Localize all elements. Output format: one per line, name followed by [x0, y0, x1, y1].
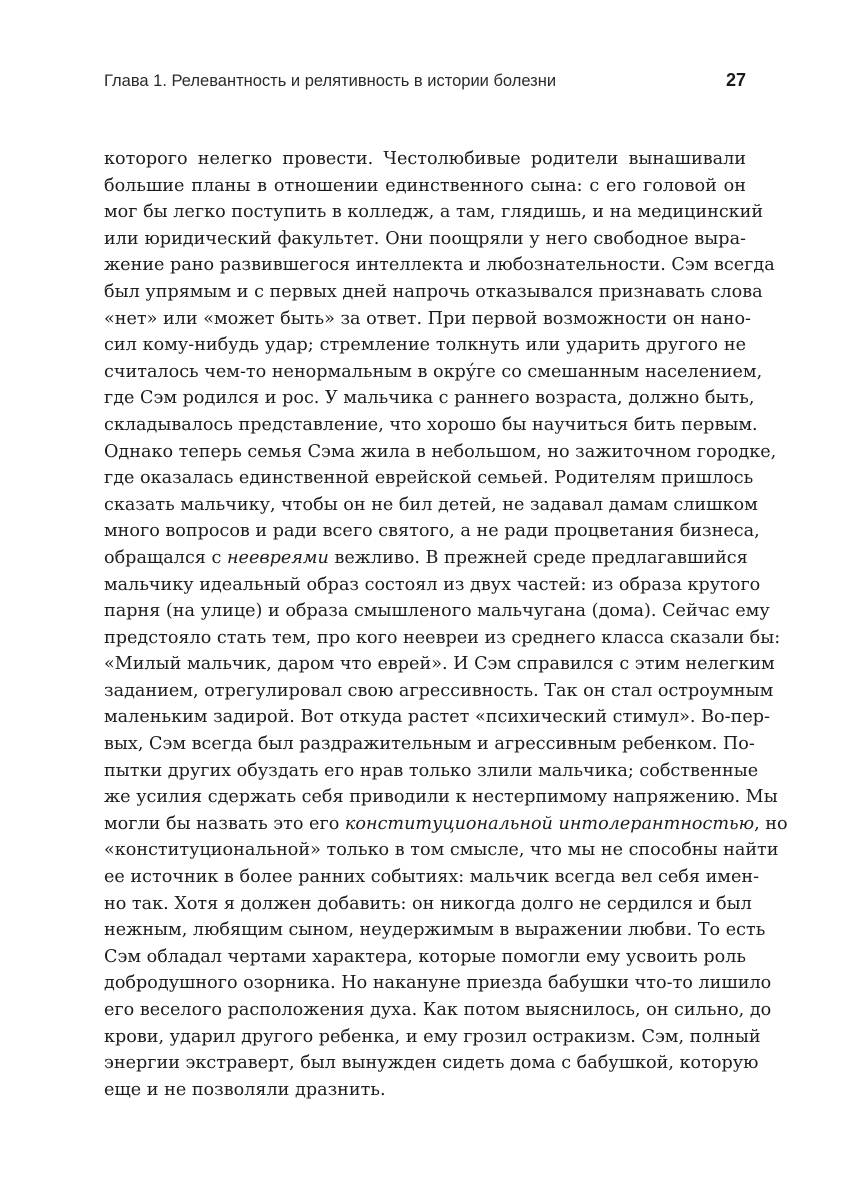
text-segment: , но: [754, 813, 788, 834]
text-line: же усилия сдержать себя приводили к нестерпимому напряжению. Мы: [104, 787, 778, 808]
text-line: маленьким задирой. Вот откуда растет «психический стимул». Во-пер-: [104, 707, 770, 728]
text-line: жение рано развившегося интеллекта и любознательности. Сэм всегда: [104, 255, 775, 276]
chapter-title: Глава 1. Релевантность и релятивность в истории болезни: [104, 72, 557, 90]
text-line: крови, ударил другого ребенка, и ему грозил остракизм. Сэм, полный: [104, 1026, 761, 1047]
text-line: [104, 545, 746, 572]
page-number: 27: [725, 70, 746, 90]
text-line: где оказалась единственной еврейской семьей. Родителям пришлось: [104, 468, 754, 489]
text-line: много вопросов и ради всего святого, а не ради процветания бизнеса,: [104, 521, 760, 542]
text-line: добродушного озорника. Но накануне приезда бабушки что-то лишило: [104, 973, 772, 994]
text-line: большие планы в отношении единственного сына: с его головой он: [104, 175, 746, 196]
body-text: [104, 146, 788, 1103]
text-line: парня (на улице) и образа смышленого мальчугана (дома). Сейчас ему: [104, 601, 770, 622]
text-line: нежным, любящим сыном, неудержимым в выражении любви. То есть: [104, 920, 766, 941]
text-line: мальчику идеальный образ состоял из двух частей: из образа крутого: [104, 574, 761, 595]
text-line: предстояло стать тем, про кого неевреи из среднего класса сказали бы:: [104, 627, 781, 648]
text-line: сказать мальчику, чтобы он не бил детей, не задавал дамам слишком: [104, 494, 758, 515]
text-line: ее источник в более ранних событиях: мальчик всегда вел себя имен-: [104, 867, 760, 888]
text-line: пытки других обуздать его нрав только злили мальчика; собственные: [104, 760, 759, 781]
text-segment: могли бы назвать это его: [104, 813, 345, 834]
text-line: энергии экстраверт, был вынужден сидеть дома с бабушкой, которую: [104, 1053, 759, 1074]
text-line: Однако теперь семья Сэма жила в небольшом, но зажиточном городке,: [104, 441, 777, 462]
text-line: Сэм обладал чертами характера, которые помогли ему усвоить роль: [104, 946, 746, 967]
emphasized-text: конституциональной интолерантностью: [344, 813, 755, 834]
text-segment: вежливо. В прежней среде предлагавшийся: [328, 547, 748, 568]
text-line: «нет» или «может быть» за ответ. При первой возможности он нано-: [104, 308, 751, 329]
text-segment: обращался с: [104, 547, 227, 568]
text-line: или юридический факультет. Они поощряли у него свободное выра-: [104, 228, 746, 249]
text-line: где Сэм родился и рос. У мальчика с раннего возраста, должно быть,: [104, 388, 755, 409]
text-line: еще и не позволяли дразнить.: [104, 1079, 386, 1100]
text-line: был упрямым и с первых дней напрочь отказывался признавать слова: [104, 281, 763, 302]
emphasized-text: неевреями: [226, 547, 329, 568]
text-line: его веселого расположения духа. Как потом выяснилось, он сильно, до: [104, 1000, 772, 1020]
text-line: которого нелегко провести. Честолюбивые родители вынашивали: [104, 149, 746, 169]
text-line: «Милый мальчик, даром что еврей». И Сэм справился с этим нелегким: [104, 654, 775, 675]
text-line: считалось чем-то ненормальным в окру́ге со смешанным населением,: [104, 361, 763, 382]
text-line: но так. Хотя я должен добавить: он никогда долго не сердился и был: [104, 893, 752, 914]
text-line: заданием, отрегулировал свою агрессивность. Так он стал остроумным: [104, 680, 774, 701]
text-line: «конституциональной» только в том смысле, что мы не способны найти: [104, 840, 779, 861]
text-line: [104, 811, 788, 838]
text-line: складывалось представление, что хорошо бы научиться бить первым.: [104, 414, 758, 435]
text-line: мог бы легко поступить в колледж, а там, глядишь, и на медицинский: [104, 202, 764, 223]
text-line: вых, Сэм всегда был раздражительным и агрессивным ребенком. По-: [104, 734, 755, 755]
text-line: сил кому-нибудь удар; стремление толкнуть или ударить другого не: [104, 335, 746, 356]
running-header: [104, 70, 746, 98]
